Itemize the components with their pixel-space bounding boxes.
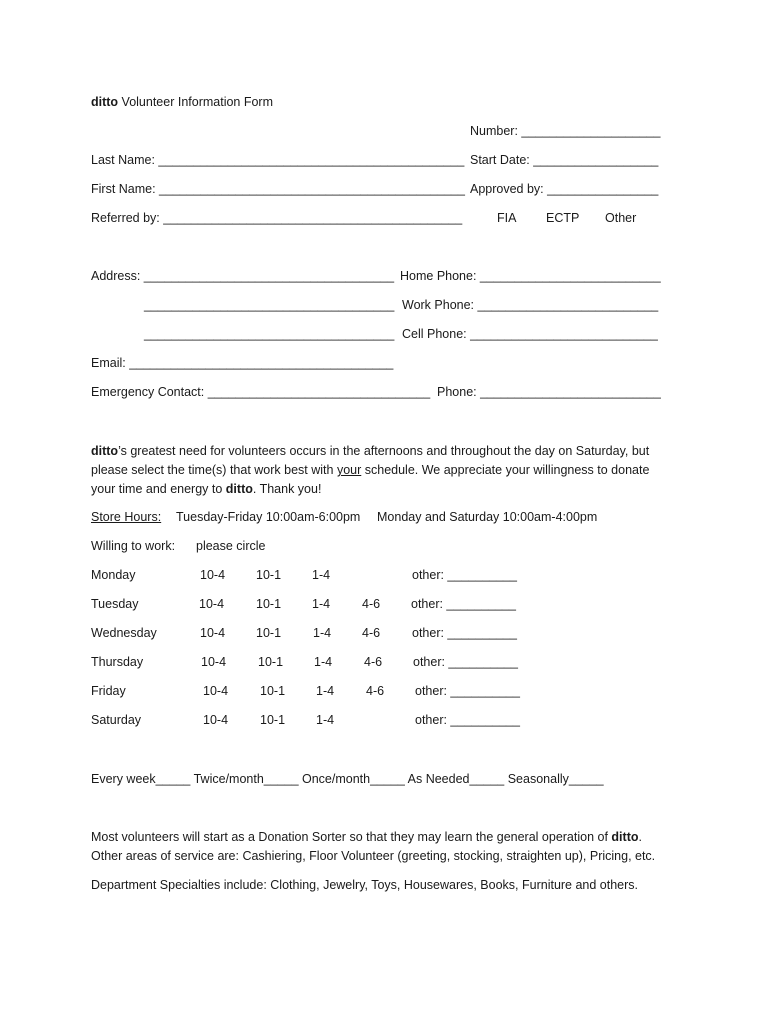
start-date-field[interactable]: Start Date: __________________ — [470, 153, 659, 167]
store-hours-label: Store Hours: — [91, 510, 162, 524]
emergency-phone-field[interactable]: Phone: __________________________ — [437, 385, 661, 399]
slot-1-4[interactable]: 1-4 — [314, 655, 333, 669]
fia-option[interactable]: FIA — [497, 211, 517, 225]
slot-10-4[interactable]: 10-4 — [201, 655, 227, 669]
number-field[interactable]: Number: ____________________ — [470, 124, 661, 138]
slot-10-4[interactable]: 10-4 — [199, 597, 225, 611]
last-name-field[interactable]: Last Name: ____________________________________________ — [91, 153, 465, 167]
willing-hint: please circle — [196, 539, 266, 553]
slot-10-1[interactable]: 10-1 — [260, 684, 286, 698]
slot-10-1[interactable]: 10-1 — [256, 597, 282, 611]
schedule-day: Thursday — [91, 655, 144, 669]
department-specialties: Department Specialties include: Clothing, Jewelry, Toys, Housewares, Books, Furniture and others. — [91, 878, 639, 892]
schedule-day: Friday — [91, 684, 126, 698]
slot-1-4[interactable]: 1-4 — [316, 713, 335, 727]
frequency-options[interactable]: Every week_____ Twice/month_____ Once/month_____ As Needed_____ Seasonally_____ — [91, 772, 604, 786]
store-hours-weekday: Tuesday-Friday 10:00am-6:00pm — [176, 510, 361, 524]
page-title: ditto Volunteer Information Form — [91, 95, 274, 109]
schedule-day: Wednesday — [91, 626, 157, 640]
schedule-day: Tuesday — [91, 597, 139, 611]
slot-other-field[interactable]: other: __________ — [415, 684, 520, 698]
schedule-day: Monday — [91, 568, 136, 582]
slot-other-field[interactable]: other: __________ — [415, 713, 520, 727]
other-option[interactable]: Other — [605, 211, 637, 225]
cell-phone-field[interactable]: Cell Phone: ___________________________ — [402, 327, 658, 341]
slot-10-4[interactable]: 10-4 — [200, 568, 226, 582]
address-line2-field[interactable]: ____________________________________ — [144, 298, 395, 312]
slot-4-6[interactable]: 4-6 — [362, 626, 381, 640]
slot-4-6[interactable]: 4-6 — [364, 655, 383, 669]
slot-other-field[interactable]: other: __________ — [411, 597, 516, 611]
service-areas-paragraph: Most volunteers will start as a Donation Sorter so that they may learn the general operation of ditto. Other areas of service are: Cashiering, Floor Volunteer (greeting, stocking, straighten up), Pricing, etc. — [91, 830, 656, 863]
slot-other-field[interactable]: other: __________ — [412, 568, 517, 582]
slot-10-1[interactable]: 10-1 — [260, 713, 286, 727]
slot-10-1[interactable]: 10-1 — [258, 655, 284, 669]
slot-other-field[interactable]: other: __________ — [413, 655, 518, 669]
willing-label: Willing to work: — [91, 539, 176, 553]
slot-10-1[interactable]: 10-1 — [256, 626, 282, 640]
work-phone-field[interactable]: Work Phone: __________________________ — [402, 298, 659, 312]
slot-4-6[interactable]: 4-6 — [362, 597, 381, 611]
ectp-option[interactable]: ECTP — [546, 211, 580, 225]
slot-10-4[interactable]: 10-4 — [203, 684, 229, 698]
home-phone-field[interactable]: Home Phone: __________________________ — [400, 269, 661, 283]
emergency-contact-field[interactable]: Emergency Contact: ________________________________ — [91, 385, 431, 399]
address-field[interactable]: Address: ____________________________________ — [91, 269, 395, 283]
slot-10-1[interactable]: 10-1 — [256, 568, 282, 582]
slot-1-4[interactable]: 1-4 — [312, 597, 331, 611]
intro-paragraph: ditto’s greatest need for volunteers occurs in the afternoons and throughout the day on Saturday, but please select the time(s) that work best with your schedule. We appreciate your willingness to donate your time and energy to ditto. Thank you! — [91, 444, 650, 496]
store-hours-weekend: Monday and Saturday 10:00am-4:00pm — [377, 510, 598, 524]
slot-10-4[interactable]: 10-4 — [200, 626, 226, 640]
slot-other-field[interactable]: other: __________ — [412, 626, 517, 640]
slot-1-4[interactable]: 1-4 — [312, 568, 331, 582]
slot-1-4[interactable]: 1-4 — [313, 626, 332, 640]
email-field[interactable]: Email: ______________________________________ — [91, 356, 394, 370]
first-name-field[interactable]: First Name: ____________________________________________ — [91, 182, 465, 196]
slot-1-4[interactable]: 1-4 — [316, 684, 335, 698]
slot-10-4[interactable]: 10-4 — [203, 713, 229, 727]
slot-4-6[interactable]: 4-6 — [366, 684, 385, 698]
approved-by-field[interactable]: Approved by: ________________ — [470, 182, 659, 196]
referred-by-field[interactable]: Referred by: ___________________________________________ — [91, 211, 463, 225]
schedule-day: Saturday — [91, 713, 142, 727]
address-line3-field[interactable]: ____________________________________ — [144, 327, 395, 341]
